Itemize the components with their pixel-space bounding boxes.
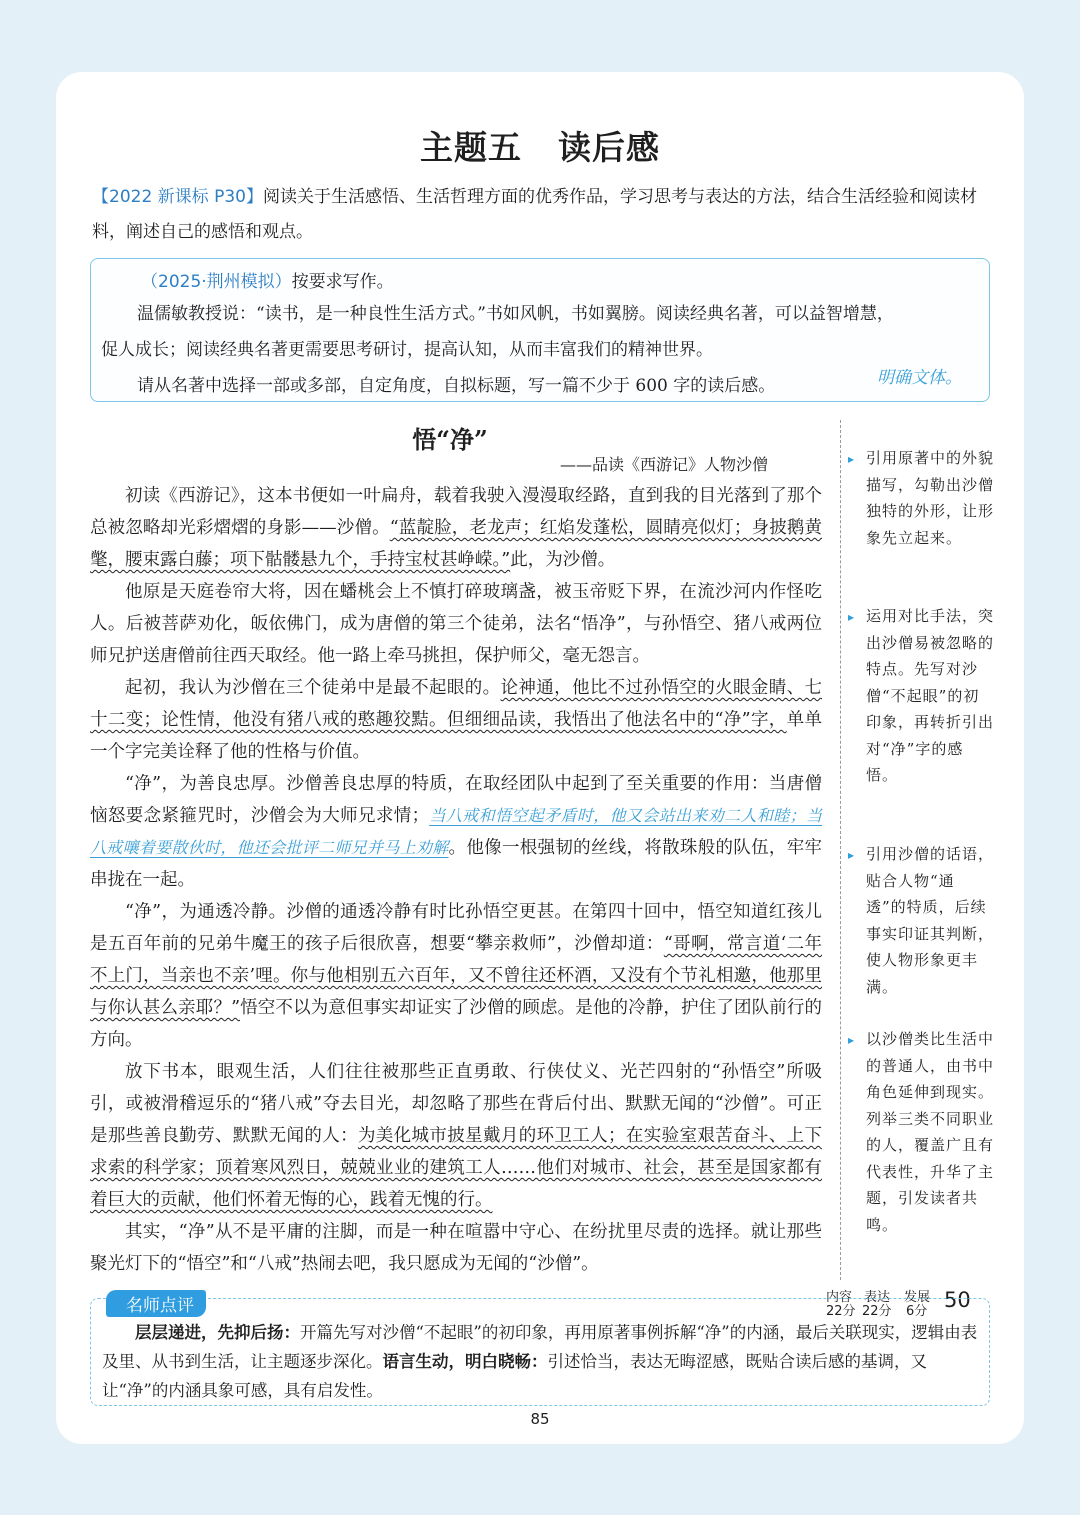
arrow-icon: ▸	[848, 1033, 855, 1047]
margin-note-3: 引用沙僧的话语，贴合人物“通透”的特质，后续事实印证其判断，使人物形象更丰满。	[866, 845, 995, 996]
paragraph-1: 初读《西游记》，这本书便如一叶扁舟，载着我驶入漫漫取经路，直到我的目光落到了那个总被忽略却光彩熠熠的身影——沙僧。“蓝靛脸，老龙声；红焰发蓬松，圆睛亮似灯；身披鹅黄氅，腰束露白藤；项下骷髅悬九个，手持宝杖甚峥嵘。”此，为沙僧。	[90, 486, 822, 570]
curriculum-standard	[92, 180, 992, 250]
paragraph-2: 他原是天庭卷帘大将，因在蟠桃会上不慎打碎玻璃盏，被玉帝贬下界，在流沙河内作怪吃人。后被菩萨劝化，皈依佛门，成为唐僧的第三个徒弟，法名“悟净”，与孙悟空、猪八戒两位师兄护送唐僧前往西天取经。他一路上牵马挑担，保护师父，毫无怨言。	[90, 582, 822, 666]
paragraph-3: 起初，我认为沙僧在三个徒弟中是最不起眼的。论神通，他比不过孙悟空的火眼金睛、七十二变；论性情，他没有猪八戒的憨趣狡黠。但细细品读，我悟出了他法名中的“净”字，单单一个字完美诠释了他的性格与价值。	[90, 678, 823, 762]
essay-subtitle: ——品读《西游记》人物沙僧	[560, 455, 769, 474]
arrow-icon: ▸	[848, 610, 855, 624]
essay-body	[90, 480, 822, 1280]
margin-note-1: 引用原著中的外貌描写，勾勒出沙僧独特的外形，让形象先立起来。	[866, 449, 995, 547]
paragraph-6: 放下书本，眼观生活，人们往往被那些正直勇敢、行侠仗义、光芒四射的“孙悟空”所吸引，或被滑稽逗乐的“猪八戒”夺去目光，却忽略了那些在背后付出、默默无闻的“沙僧”。可正是那些善良勤劳、默默无闻的人：为美化城市披星戴月的环卫工人；在实验室艰苦奋斗、上下求索的科学家；顶着寒风烈日，兢兢业业的建筑工人……他们对城市、社会，甚至是国家都有着巨大的贡献，他们怀着无悔的心，践着无愧的行。	[90, 1062, 822, 1210]
standard-tag: 【2022 新课标 P30】	[92, 187, 263, 207]
paragraph-7: 其实，“净”从不是平庸的注脚，而是一种在喧嚣中守心、在纷扰里尽责的选择。就让那些聚光灯下的“悟空”和“八戒”热闹去吧，我只愿成为无闻的“沙僧”。	[90, 1222, 822, 1274]
review-text: 层层递进，先抑后扬：开篇先写对沙僧“不起眼”的初印象，再用原著事例拆解“净”的内涵，最后关联现实，逻辑由表及里、从书到生活，让主题逐步深化。语言生动，明白晓畅：引述恰当，表达无晦涩感，既贴合读后感的基调，又让“净”的内涵具象可感，具有启发性。	[102, 1323, 978, 1400]
arrow-icon: ▸	[848, 848, 855, 862]
handwritten-note: 明确文体。	[877, 368, 962, 388]
margin-divider	[840, 420, 842, 1280]
page-number: 85	[530, 1410, 550, 1428]
paragraph-4: “净”，为善良忠厚。沙僧善良忠厚的特质，在取经团队中起到了至关重要的作用：当唐僧恼怒要念紧箍咒时，沙僧会为大师兄求情；当八戒和悟空起矛盾时，他又会站出来劝二人和睦；当八戒嚷着要散伙时，他还会批评二师兄并马上劝解。他像一根强韧的丝线，将散珠般的队伍，牢牢串拢在一起。	[90, 774, 822, 890]
margin-note-4: 以沙僧类比生活中的普通人，由书中角色延伸到现实。列举三类不同职业的人，覆盖广且有代表性，升华了主题，引发读者共鸣。	[866, 1030, 995, 1234]
standard-text: 阅读关于生活感悟、生活哲理方面的优秀作品，学习思考与表达的方法，结合生活经验和阅读材料，阐述自己的感悟和观点。	[92, 187, 977, 242]
page-title: 主题五 读后感	[420, 128, 660, 167]
arrow-icon: ▸	[848, 452, 855, 466]
score-total: 50	[944, 1288, 971, 1312]
review-tag: 名师点评	[106, 1290, 206, 1317]
prompt-line-2: 促人成长；阅读经典名著更需要思考研讨，提高认知，从而丰富我们的精神世界。	[101, 340, 713, 360]
margin-note-2: 运用对比手法，突出沙僧易被忽略的特点。先写对沙僧“不起眼”的初印象，再转折引出对“净”字的感悟。	[866, 607, 995, 784]
prompt-header: （2025·荆州模拟）按要求写作。	[141, 272, 394, 292]
prompt-line-1: 温儒敏教授说：“读书，是一种良性生活方式。”书如风帆，书如翼膀。阅读经典名著，可以益智增慧，	[137, 304, 894, 324]
paragraph-5: “净”，为通透冷静。沙僧的通透冷静有时比孙悟空更甚。在第四十回中，悟空知道红孩儿是五百年前的兄弟牛魔王的孩子后很欣喜，想要“攀亲救师”，沙僧却道：“哥啊，常言道‘二年不上门，当亲也不亲’哩。你与他相别五六百年，又不曾往还杯酒，又没有个节礼相邀，他那里与你认甚么亲耶？”悟空不以为意但事实却证实了沙僧的顾虑。是他的冷静，护住了团队前行的方向。	[90, 902, 822, 1050]
essay-title: 悟“净”	[412, 425, 488, 454]
prompt-line-3: 请从名著中选择一部或多部，自定角度，自拟标题，写一篇不少于 600 字的读后感。	[137, 376, 776, 396]
writing-prompt-box	[90, 258, 990, 402]
